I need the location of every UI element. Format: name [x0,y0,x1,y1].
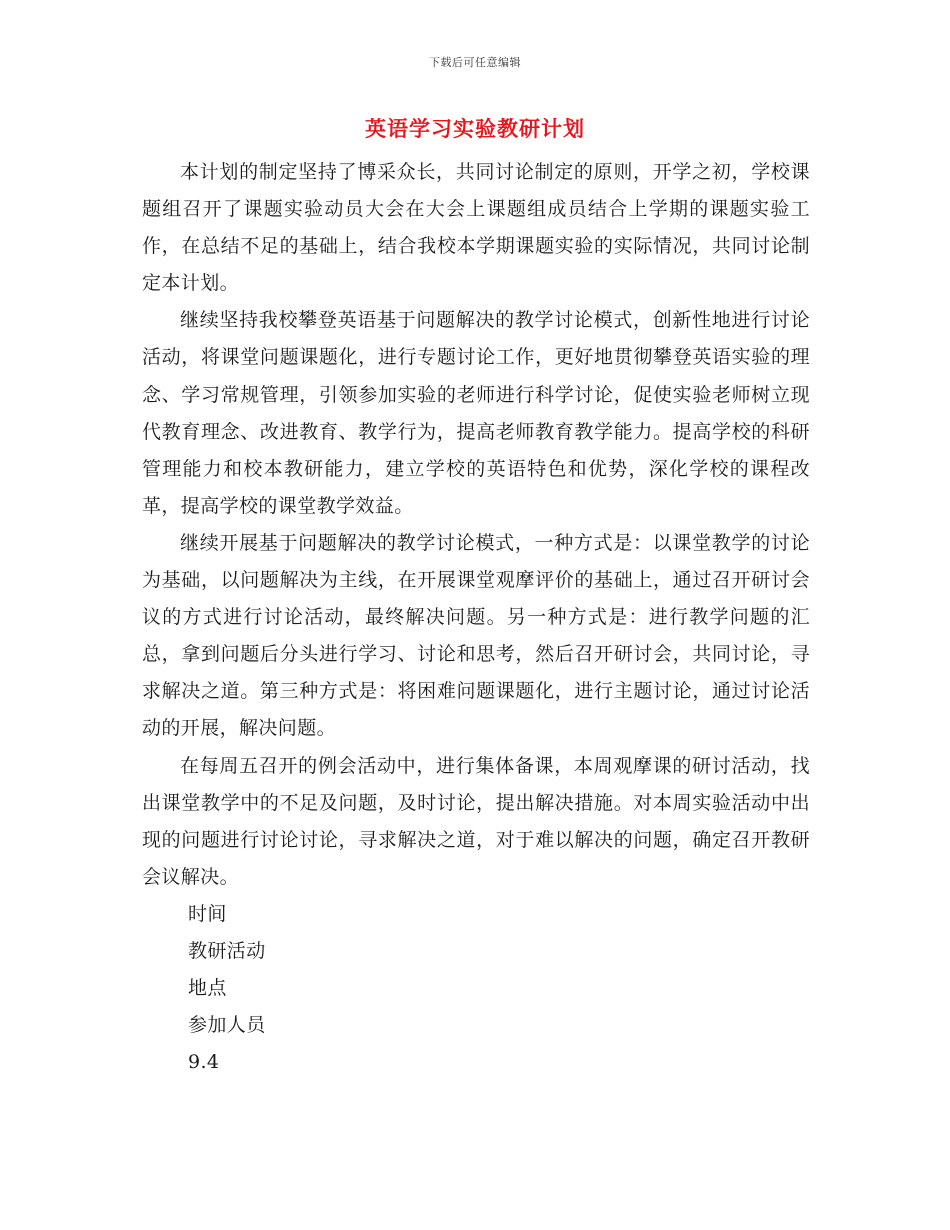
paragraph-model: 继续坚持我校攀登英语基于问题解决的教学讨论模式，创新性地进行讨论活动，将课堂问题课题化，进行专题讨论工作，更好地贯彻攀登英语实验的理念、学习常规管理，引领参加实验的老师进行科学讨论，促使实验老师树立现代教育理念、改进教育、教学行为，提高老师教育教学能力。提高学校的科研管理能力和校本教研能力，建立学校的英语特色和优势，深化学校的课程改革，提高学校的课堂教学效益。 [142,309,810,517]
schedule-location-label: 地点 [188,977,227,1000]
paragraph-weekly: 在每周五召开的例会活动中，进行集体备课，本周观摩课的研讨活动，找出课堂教学中的不足及问题，及时讨论，提出解决措施。对本周实验活动中出现的问题进行讨论讨论，寻求解决之道，对于难以解决的问题，确定召开教研会议解决。 [142,754,810,888]
paragraph-intro: 本计划的制定坚持了博采众长，共同讨论制定的原则，开学之初，学校课题组召开了课题实验动员大会在大会上课题组成员结合上学期的课题实验工作，在总结不足的基础上，结合我校本学期课题实验的实际情况，共同讨论制定本计划。 [142,161,810,295]
schedule-date-value: 9.4 [188,1051,220,1074]
header-note: 下载后可任意编辑 [429,56,521,69]
document-body [142,154,810,1081]
schedule-participants-label: 参加人员 [188,1014,266,1037]
document-title: 英语学习实验教研计划 [365,116,585,141]
schedule-time-label: 时间 [188,902,227,925]
paragraph-methods: 继续开展基于问题解决的教学讨论模式，一种方式是：以课堂教学的讨论为基础，以问题解决为主线，在开展课堂观摩评价的基础上，通过召开研讨会议的方式进行讨论活动，最终解决问题。另一种方式是：进行教学问题的汇总，拿到问题后分头进行学习、讨论和思考，然后召开研讨会，共同讨论，寻求解决之道。第三种方式是：将困难问题课题化，进行主题讨论，通过讨论活动的开展，解决问题。 [142,531,810,740]
schedule-activity-label: 教研活动 [188,939,266,962]
